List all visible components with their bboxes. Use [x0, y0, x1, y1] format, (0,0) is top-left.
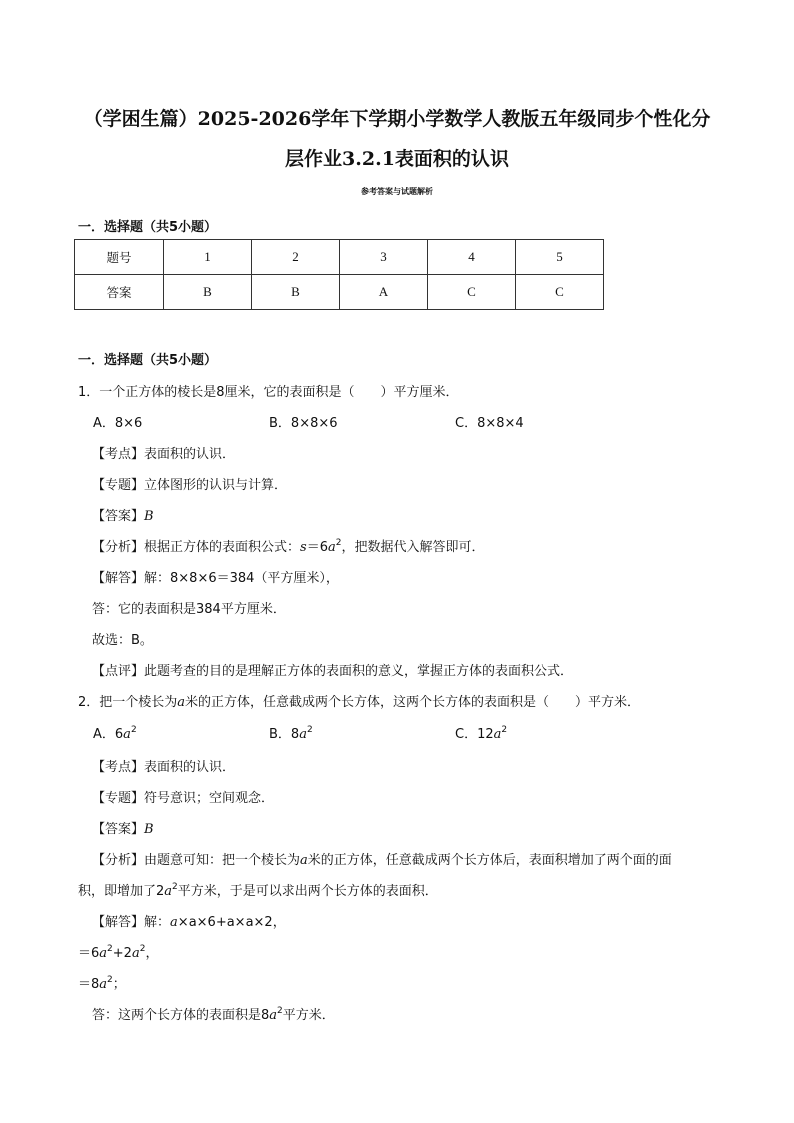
table-cell: 3: [340, 240, 428, 275]
q2-answer-statement: [92, 1004, 335, 1023]
q2-step2: [78, 973, 126, 992]
table-cell: C: [516, 275, 604, 310]
q1-answer-statement: 答：它的表面积是384平方厘米．: [92, 602, 286, 617]
q2-kaodian: [92, 756, 235, 775]
table-cell: 5: [516, 240, 604, 275]
answer-value: B: [144, 822, 154, 837]
label-tag: 【专题】: [92, 478, 145, 493]
table-cell: A: [340, 275, 428, 310]
fenxi-text: 由题意可知：把一个棱长为: [144, 853, 301, 868]
table-cell: 2: [252, 240, 340, 275]
kaodian-text: 表面积的认识．: [144, 760, 236, 775]
answer-text: 答：这两个长方体的表面积是8: [92, 1008, 270, 1023]
answer-value: B: [144, 509, 154, 524]
step-text: ＝6: [78, 946, 100, 961]
table-cell: B: [164, 275, 252, 310]
option-text: A．6: [93, 727, 124, 742]
label-tag: 【考点】: [92, 760, 145, 775]
formula-var: a: [99, 946, 108, 961]
formula-var: a: [493, 727, 502, 742]
table-row: [75, 240, 604, 275]
formula-exponent: 2: [107, 975, 113, 985]
formula-var: a: [299, 727, 307, 742]
label-tag: 【考点】: [92, 447, 145, 462]
kaodian-text: 表面积的认识．: [144, 447, 236, 462]
label-tag: 【专题】: [92, 791, 145, 806]
label-tag: 【分析】: [92, 540, 145, 555]
option-text: C．12: [455, 727, 494, 742]
option-text: B．8: [269, 727, 300, 742]
q2-jieda: [92, 911, 286, 930]
formula-var: a: [131, 946, 140, 961]
zhuanti-text: 符号意识；空间观念．: [144, 791, 275, 806]
formula-exponent: 2: [306, 725, 313, 735]
label-tag: 【解答】: [92, 571, 145, 586]
answer-table: [74, 239, 604, 310]
q1-option-c: C．8×8×4: [455, 416, 524, 431]
formula-var: a: [269, 1008, 278, 1023]
label-tag: 【解答】: [92, 915, 145, 930]
formula-exponent: 2: [172, 882, 178, 892]
jieda-expr: ×a×6+a×a×2，: [177, 915, 286, 930]
q2-fenxi-line2: [78, 880, 438, 899]
formula-text: ＝6: [306, 540, 328, 555]
formula-exponent: 2: [139, 944, 146, 954]
q1-kaodian: [92, 443, 235, 462]
formula-var: a: [327, 540, 336, 555]
formula-exponent: 2: [130, 725, 137, 735]
jieda-text: 解：: [144, 915, 171, 930]
q1-fenxi: [92, 536, 485, 555]
q1-jieda: [92, 567, 339, 586]
step-text: +2: [112, 946, 132, 961]
fenxi-text: ，把数据代入解答即可．: [341, 540, 485, 555]
q2-option-c: [455, 723, 507, 742]
formula-exponent: 2: [501, 725, 508, 735]
zhuanti-text: 立体图形的认识与计算．: [144, 478, 288, 493]
formula-var: a: [170, 915, 178, 930]
dianping-text: 此题考查的目的是理解正方体的表面积的意义，掌握正方体的表面积公式．: [144, 664, 574, 679]
fenxi-text: 根据正方体的表面积公式：: [144, 540, 301, 555]
formula-var: a: [123, 727, 131, 742]
answer-text: 平方米．: [282, 1008, 335, 1023]
formula-var: a: [164, 884, 173, 899]
step-text: ；: [112, 977, 126, 992]
fenxi-text: 米的正方体，任意截成两个长方体后，表面积增加了两个面的面: [307, 853, 672, 868]
table-header-cell: 答案: [75, 275, 164, 310]
formula-var: a: [177, 695, 186, 710]
answer-section-heading: 一．选择题（共5小题）: [78, 220, 218, 235]
label-tag: 【点评】: [92, 664, 145, 679]
q2-step1: [78, 942, 158, 961]
q1-daan: [92, 505, 154, 524]
table-cell: C: [428, 275, 516, 310]
label-tag: 【答案】: [92, 822, 145, 837]
q2-stem: [78, 691, 640, 710]
q2-daan: [92, 818, 154, 837]
section-heading: 一．选择题（共5小题）: [78, 353, 218, 368]
table-row: [75, 275, 604, 310]
q2-option-b: [269, 723, 313, 742]
q1-option-a: A．8×6: [93, 416, 143, 431]
fenxi-text: 积，即增加了2: [78, 884, 165, 899]
page-title-line1: （学困生篇）2025-2026学年下学期小学数学人教版五年级同步个性化分: [83, 108, 711, 130]
q1-choice: 故选：B。: [92, 633, 153, 648]
page-subtitle: 参考答案与试题解析: [361, 187, 433, 196]
q2-zhuanti: [92, 787, 274, 806]
stem-text: 2．把一个棱长为: [78, 695, 178, 710]
formula-var: a: [99, 977, 108, 992]
step-text: ＝8: [78, 977, 100, 992]
table-cell: B: [252, 275, 340, 310]
table-header-cell: 题号: [75, 240, 164, 275]
stem-text: 米的正方体，任意截成两个长方体，这两个长方体的表面积是（ ）平方米．: [185, 695, 641, 710]
q2-fenxi-line1: [92, 849, 672, 868]
jieda-text: 解：8×8×6＝384（平方厘米），: [144, 571, 339, 586]
formula-var: a: [300, 853, 308, 868]
label-tag: 【分析】: [92, 853, 145, 868]
q1-option-b: B．8×8×6: [269, 416, 338, 431]
formula-exponent: 2: [277, 1006, 283, 1016]
fenxi-text: 平方米，于是可以求出两个长方体的表面积．: [177, 884, 438, 899]
q1-stem: 1．一个正方体的棱长是8厘米，它的表面积是（ ）平方厘米．: [78, 385, 459, 400]
table-cell: 1: [164, 240, 252, 275]
q2-option-a: [93, 723, 137, 742]
formula-exponent: 2: [107, 944, 113, 954]
label-tag: 【答案】: [92, 509, 145, 524]
q1-zhuanti: [92, 474, 287, 493]
page-title-line2: 层作业3.2.1表面积的认识: [285, 148, 509, 170]
step-text: ，: [145, 946, 159, 961]
table-cell: 4: [428, 240, 516, 275]
q1-dianping: [92, 660, 573, 679]
formula-var: s: [300, 540, 307, 555]
formula-exponent: 2: [335, 538, 342, 548]
